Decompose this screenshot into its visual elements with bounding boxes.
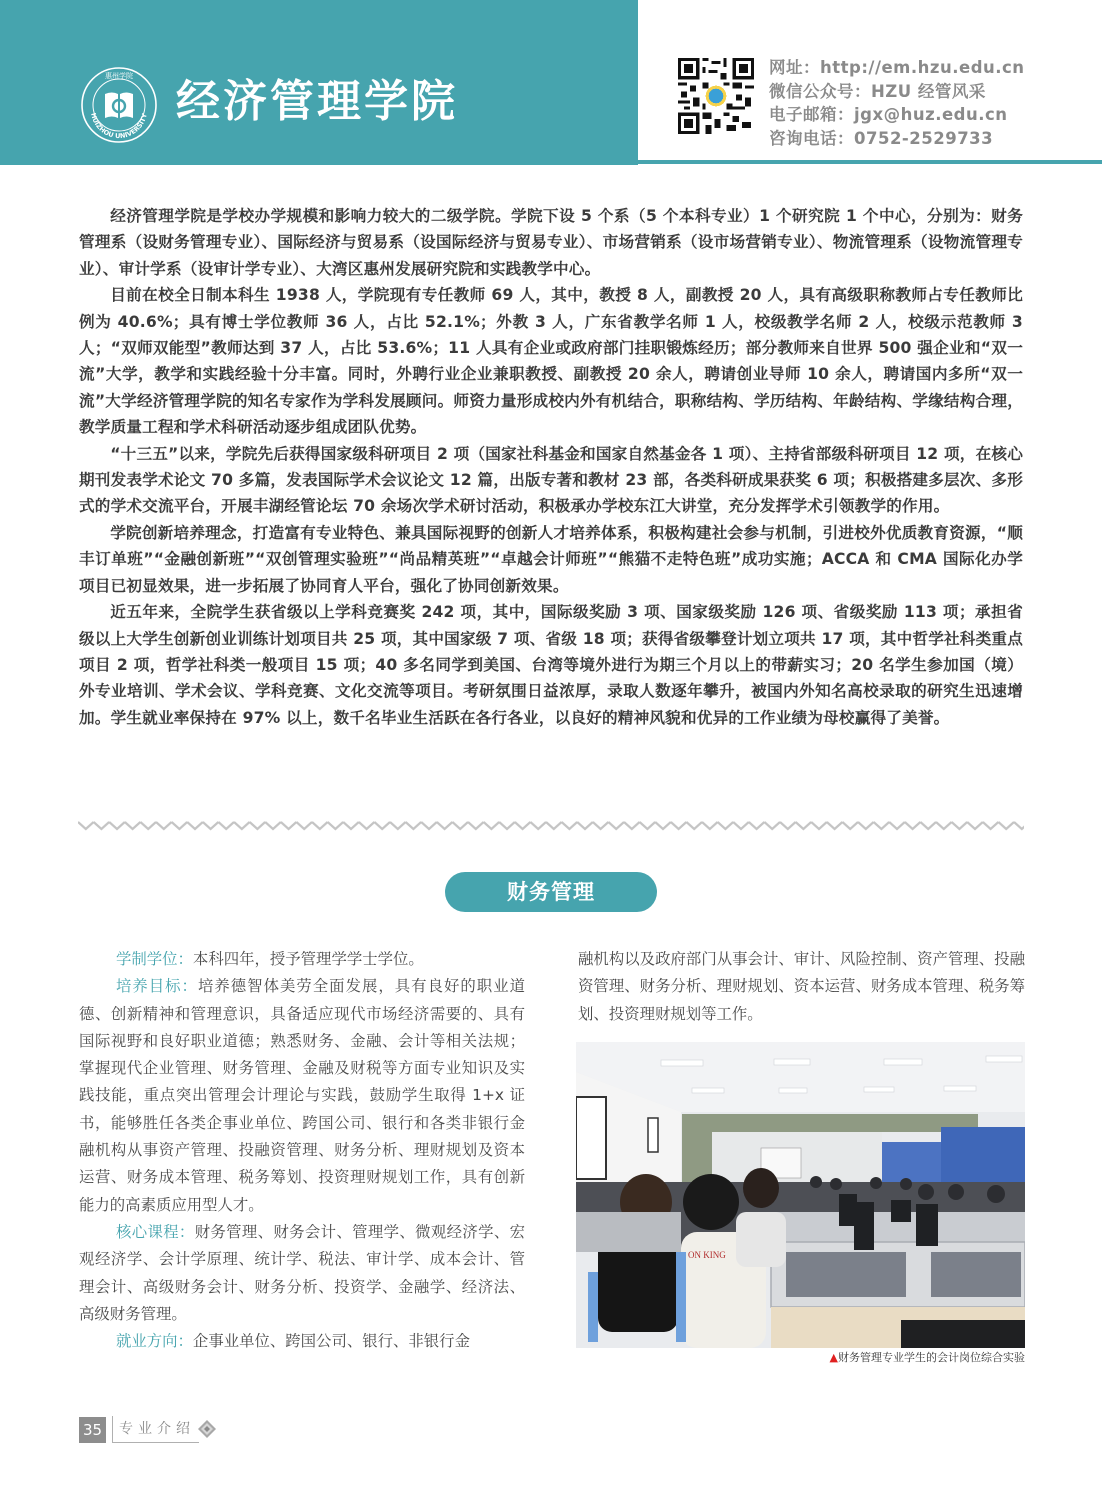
caption-triangle-icon: ▲: [829, 1351, 838, 1364]
svg-text:ON KING: ON KING: [688, 1250, 726, 1260]
caption-text: 财务管理专业学生的会计岗位综合实验: [838, 1351, 1025, 1364]
detail-career-direction: [79, 1328, 525, 1355]
contact-info: [769, 56, 1025, 150]
wavy-divider-icon: [78, 818, 1024, 834]
svg-text:HUIZHOU UNIVERSITY: HUIZHOU UNIVERSITY: [89, 112, 149, 141]
detail-label: 就业方向：: [115, 1332, 193, 1351]
detail-label: 核心课程：: [115, 1222, 195, 1241]
wechat-qr-code-icon[interactable]: [678, 58, 754, 134]
huizhou-university-emblem-icon: [80, 66, 158, 144]
intro-paragraph: 经济管理学院是学校办学规模和影响力较大的二级学院。学院下设 5 个系（5 个本科专业）1 个研究院 1 个中心，分别为：财务管理系（设财务管理专业）、国际经济与贸易系（设国际经济与贸易专业）、市场营销系（设市场营销专业）、物流管理系（设物流管理专业）、审计学系（设审计学专业）、大湾区惠州发展研究院和实践教学中心。: [79, 207, 1023, 278]
detail-label: 培养目标：: [115, 977, 198, 996]
detail-text: 企事业单位、跨国公司、银行、非银行金: [192, 1332, 470, 1351]
website-link[interactable]: 网址：http://em.hzu.edu.cn: [769, 58, 1025, 77]
detail-core-courses: [79, 1219, 525, 1328]
header-rule: [638, 160, 1102, 164]
detail-text: 本科四年，授予管理学学士学位。: [192, 950, 424, 968]
intro-paragraph: 学院创新培养理念，打造富有专业特色、兼具国际视野的创新人才培养体系，积极构建社会参与机制，引进校外优质教育资源，“顺丰订单班”“金融创新班”“双创管理实验班”“尚品精英班”“卓越会计师班”“熊猫不走特色班”成功实施；ACCA 和 CMA 国际化办学项目已初显效果，进一步拓展了协同育人平台，强化了协同创新效果。: [79, 523, 1023, 595]
photo-caption: [720, 1350, 1025, 1366]
detail-training-objective: [79, 973, 525, 1219]
phone-number: 咨询电话：0752-2529733: [769, 128, 994, 148]
program-details-right: 融机构以及政府部门从事会计、审计、风险控制、资产管理、投融资管理、财务分析、理财规划、资本运营、财务成本管理、税务筹划、投资理财规划等工作。: [578, 950, 1025, 1023]
page-number: 35: [79, 1417, 106, 1443]
intro-text: [79, 203, 1023, 731]
diamond-ornament-icon: [197, 1419, 217, 1439]
program-details-left: [79, 946, 525, 1355]
intro-paragraph: “十三五”以来，学院先后获得国家级科研项目 2 项（国家社科基金和国家自然基金各 1 项）、主持省部级科研项目 12 项，在核心期刊发表学术论文 70 多篇，发表国际学术会议论文 12 篇，出版专著和教材 23 部，各类科研成果获奖 6 项；积极搭建多层次、多形式的学术交流平台，开展丰湖经管论坛 70 余场次学术研讨活动，积极承办学校东江大讲堂，充分发挥学术引领教学的作用。: [79, 444, 1023, 516]
detail-label: 学制学位：: [115, 950, 193, 968]
svg-text:惠州学院: 惠州学院: [105, 72, 133, 80]
intro-paragraph: 近五年来，全院学生获省级以上学科竞赛奖 242 项，其中，国际级奖励 3 项、国家级奖励 126 项、省级奖励 113 项；承担省级以上大学生创新创业训练计划项目共 25 项，其中国家级 7 项、省级 18 项；获得省级攀登计划立项共 17 项，其中哲学社科类重点项目 2 项，哲学社科类一般项目 15 项；40 多名同学到美国、台湾等境外进行为期三个月以上的带薪实习；20 名学生参加国（境）外专业培训、学术会议、学科竞赛、文化交流等项目。考研氛围日益浓厚，录取人数逐年攀升，被国内外知名高校录取的研究生迅速增加。学生就业率保持在 97% 以上，数千名毕业生活跃在各行各业，以良好的精神风貌和优异的工作业绩为母校赢得了美誉。: [79, 603, 1023, 727]
detail-text: 培养德智体美劳全面发展，具有良好的职业道德、创新精神和管理意识，具备适应现代市场经济需要的、具有国际视野和良好职业道德；熟悉财务、金融、会计等相关法规；掌握现代企业管理、财务管理、金融及财税等方面专业知识及实践技能，重点突出管理会计理论与实践，鼓励学生取得 1+x 证书，能够胜任各类企事业单位、跨国公司、银行和各类非银行金融机构从事资产管理、投融资管理、财务分析、理财规划及资本运营、财务成本管理、税务筹划、投资理财规划工作，具有创新能力的高素质应用型人才。: [79, 977, 525, 1214]
footer-section-label: 专业介绍: [112, 1416, 199, 1443]
wechat-account: 微信公众号：HZU 经管风采: [769, 81, 986, 101]
section-title-badge: 财务管理: [445, 872, 657, 912]
email-link[interactable]: 电子邮箱：jgx@huz.edu.cn: [769, 105, 1008, 124]
intro-paragraph: 目前在校全日制本科生 1938 人，学院现有专任教师 69 人，其中，教授 8 人，副教授 20 人，具有高级职称教师占专任教师比例为 40.6%；具有博士学位教师 36 人，占比 52.1%；外教 3 人，广东省教学名师 1 人，校级教学名师 2 人，校级示范教师 3 人；“双师双能型”教师达到 37 人，占比 53.6%；11 人具有企业或政府部门挂职锻炼经历；部分教师来自世界 500 强企业和“双一流”大学，教学和实践经验十分丰富。同时，外聘行业企业兼职教授、副教授 20 余人，聘请创业导师 10 余人，聘请国内多所“双一流”大学经济管理学院的知名专家作为学科发展顾问。师资力量形成校内外有机结合，职称结构、学历结构、年龄结构、学缘结构合理，教学质量工程和学术科研活动逐步组成团队优势。: [79, 286, 1023, 437]
detail-duration-degree: [79, 946, 525, 973]
page-title: 经济管理学院: [176, 76, 458, 127]
detail-text: 财务管理、财务会计、管理学、微观经济学、宏观经济学、会计学原理、统计学、税法、审计学、成本会计、管理会计、高级财务会计、财务分析、投资学、金融学、经济法、高级财务管理。: [79, 1222, 525, 1323]
computer-lab-photo: [576, 1042, 1025, 1348]
